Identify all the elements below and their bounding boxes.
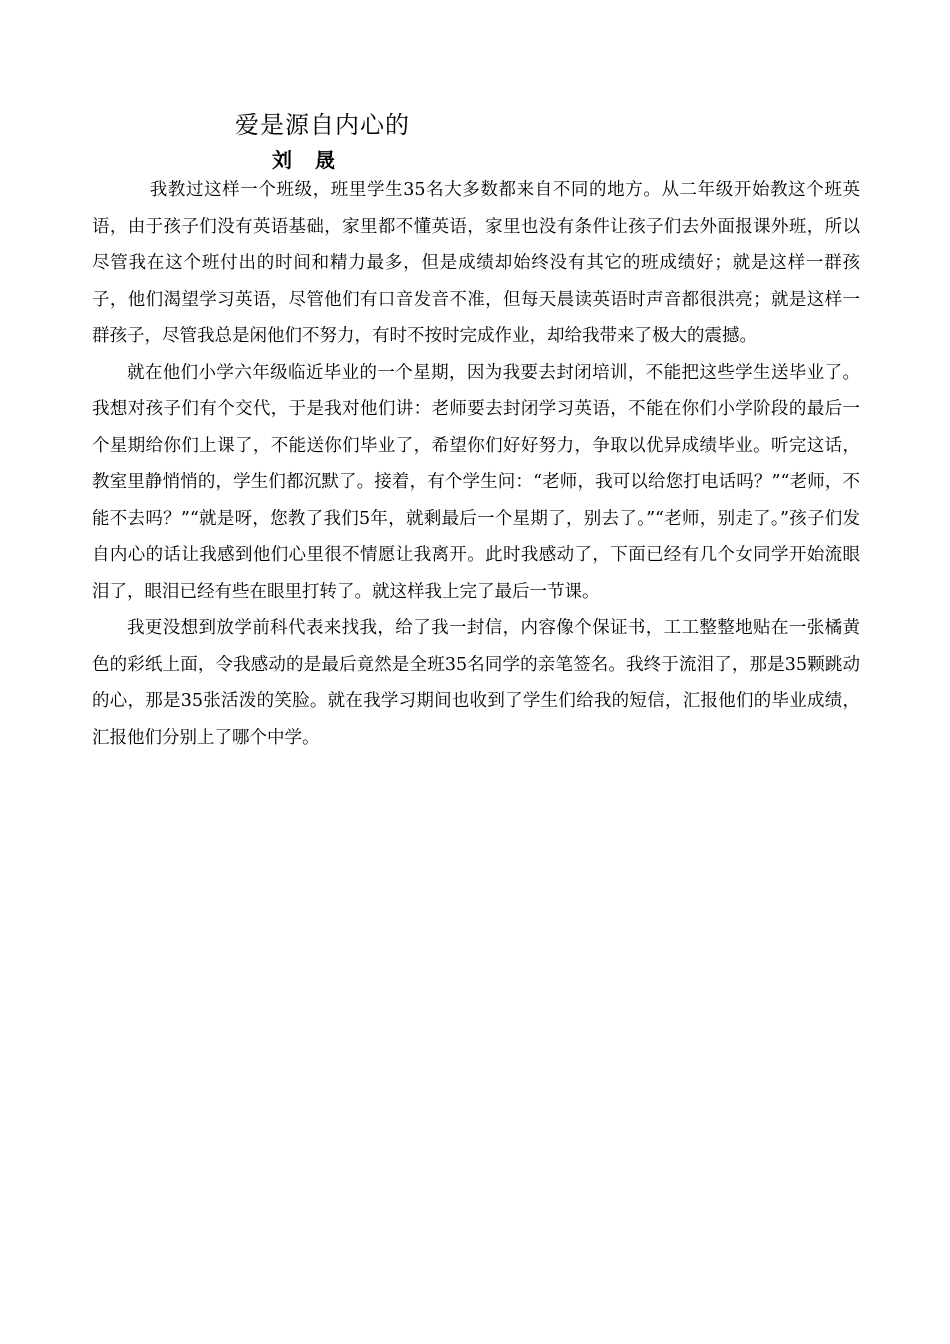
paragraph-1: 我教过这样一个班级，班里学生35名大多数都来自不同的地方。从二年级开始教这个班英语，由于孩子们没有英语基础，家里都不懂英语，家里也没有条件让孩子们去外面报课外班，所以尽管我在这个班付出的时间和精力最多，但是成绩却始终没有其它的班成绩好；就是这样一群孩子，他们渴望学习英语，尽管他们有口音发音不准，但每天晨读英语时声音都很洪亮；就是这样一群孩子，尽管我总是闲他们不努力，有时不按时完成作业，却给我带来了极大的震撼。 (92, 180, 860, 346)
author-name: 刘 晟 (272, 148, 343, 172)
document-title: 爱是源自内心的 (235, 111, 410, 139)
paragraph-3: 我更没想到放学前科代表来找我，给了我一封信，内容像个保证书，工工整整地贴在一张橘黄色的彩纸上面，令我感动的是最后竟然是全班35名同学的亲笔签名。我终于流泪了，那是35颗跳动的心，那是35张活泼的笑脸。就在我学习期间也收到了学生们给我的短信，汇报他们的毕业成绩，汇报他们分别上了哪个中学。 (92, 618, 860, 748)
article-body (92, 172, 860, 756)
paragraph-2: 就在他们小学六年级临近毕业的一个星期，因为我要去封闭培训，不能把这些学生送毕业了。我想对孩子们有个交代，于是我对他们讲：老师要去封闭学习英语，不能在你们小学阶段的最后一个星期给你们上课了，不能送你们毕业了，希望你们好好努力，争取以优异成绩毕业。听完这话，教室里静悄悄的，学生们都沉默了。接着，有个学生问：“老师，我可以给您打电话吗？”“老师，不能不去吗？”“就是呀，您教了我们5年，就剩最后一个星期了，别去了。”“老师，别走了。”孩子们发自内心的话让我感到他们心里很不情愿让我离开。此时我感动了，下面已经有几个女同学开始流眼泪了，眼泪已经有些在眼里打转了。就这样我上完了最后一节课。 (92, 362, 860, 602)
